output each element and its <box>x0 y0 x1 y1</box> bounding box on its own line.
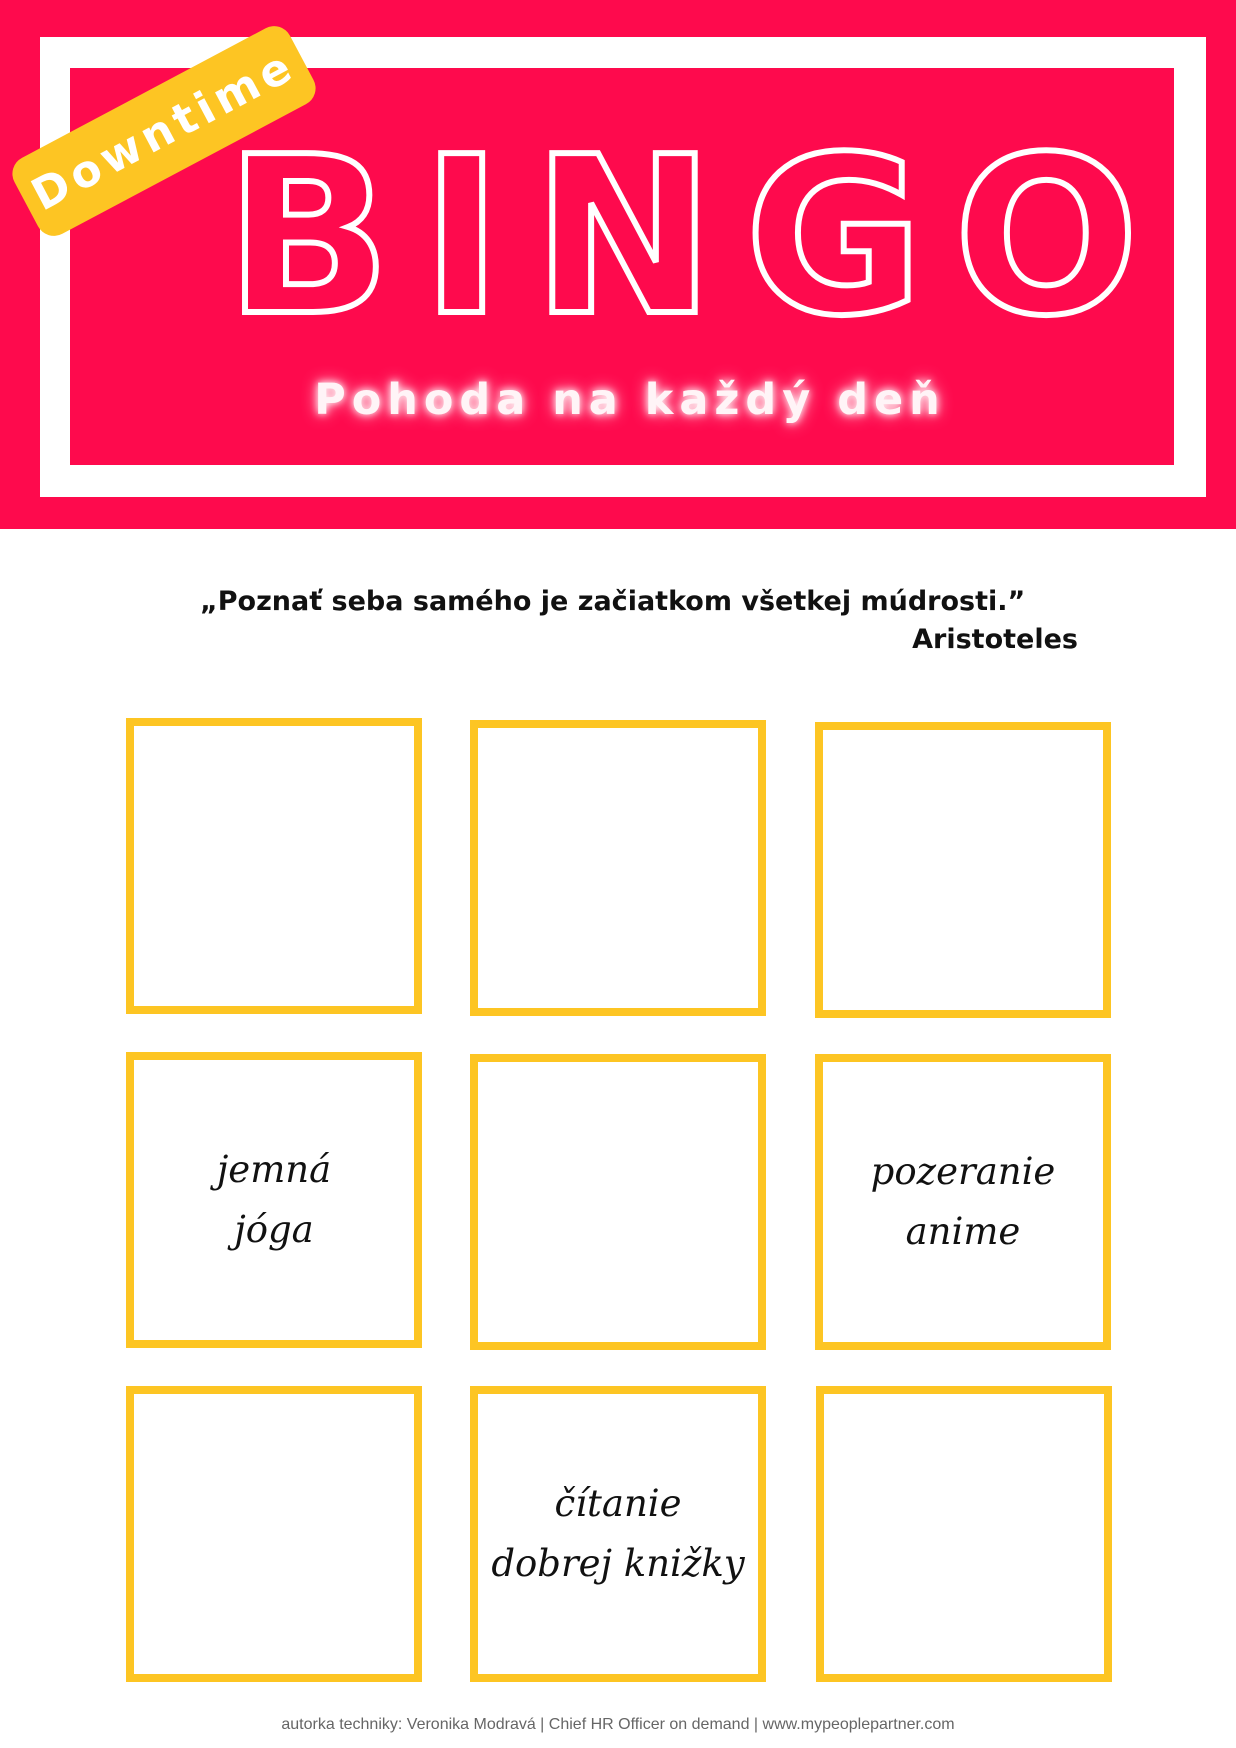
quote-text: „Poznať seba samého je začiatkom všetkej múdrosti.” <box>200 586 1026 617</box>
footer-credit: autorka techniky: Veronika Modravá | Chief HR Officer on demand | www.mypeoplepartner.com <box>281 1716 955 1733</box>
bingo-cell-text: pozeranie anime <box>870 1150 1056 1253</box>
page-subtitle: Pohoda na každý deň <box>314 375 946 425</box>
bingo-cell-1[interactable] <box>126 718 422 1014</box>
bingo-cell-8[interactable] <box>470 1386 766 1682</box>
bingo-cell-4[interactable] <box>126 1052 422 1348</box>
quote-author: Aristoteles <box>912 624 1078 655</box>
page-title: BINGO <box>225 111 1169 364</box>
bingo-cell-5[interactable] <box>470 1054 766 1350</box>
bingo-cell-text: jemná jóga <box>216 1148 332 1251</box>
downtime-badge: Downtime <box>6 20 322 242</box>
bingo-cell-9[interactable] <box>816 1386 1112 1682</box>
bingo-cell-7[interactable] <box>126 1386 422 1682</box>
bingo-cell-6[interactable] <box>815 1054 1111 1350</box>
bingo-cell-2[interactable] <box>470 720 766 1016</box>
bingo-cell-3[interactable] <box>815 722 1111 1018</box>
bingo-cell-text: čítanie dobrej knižky <box>491 1482 745 1585</box>
